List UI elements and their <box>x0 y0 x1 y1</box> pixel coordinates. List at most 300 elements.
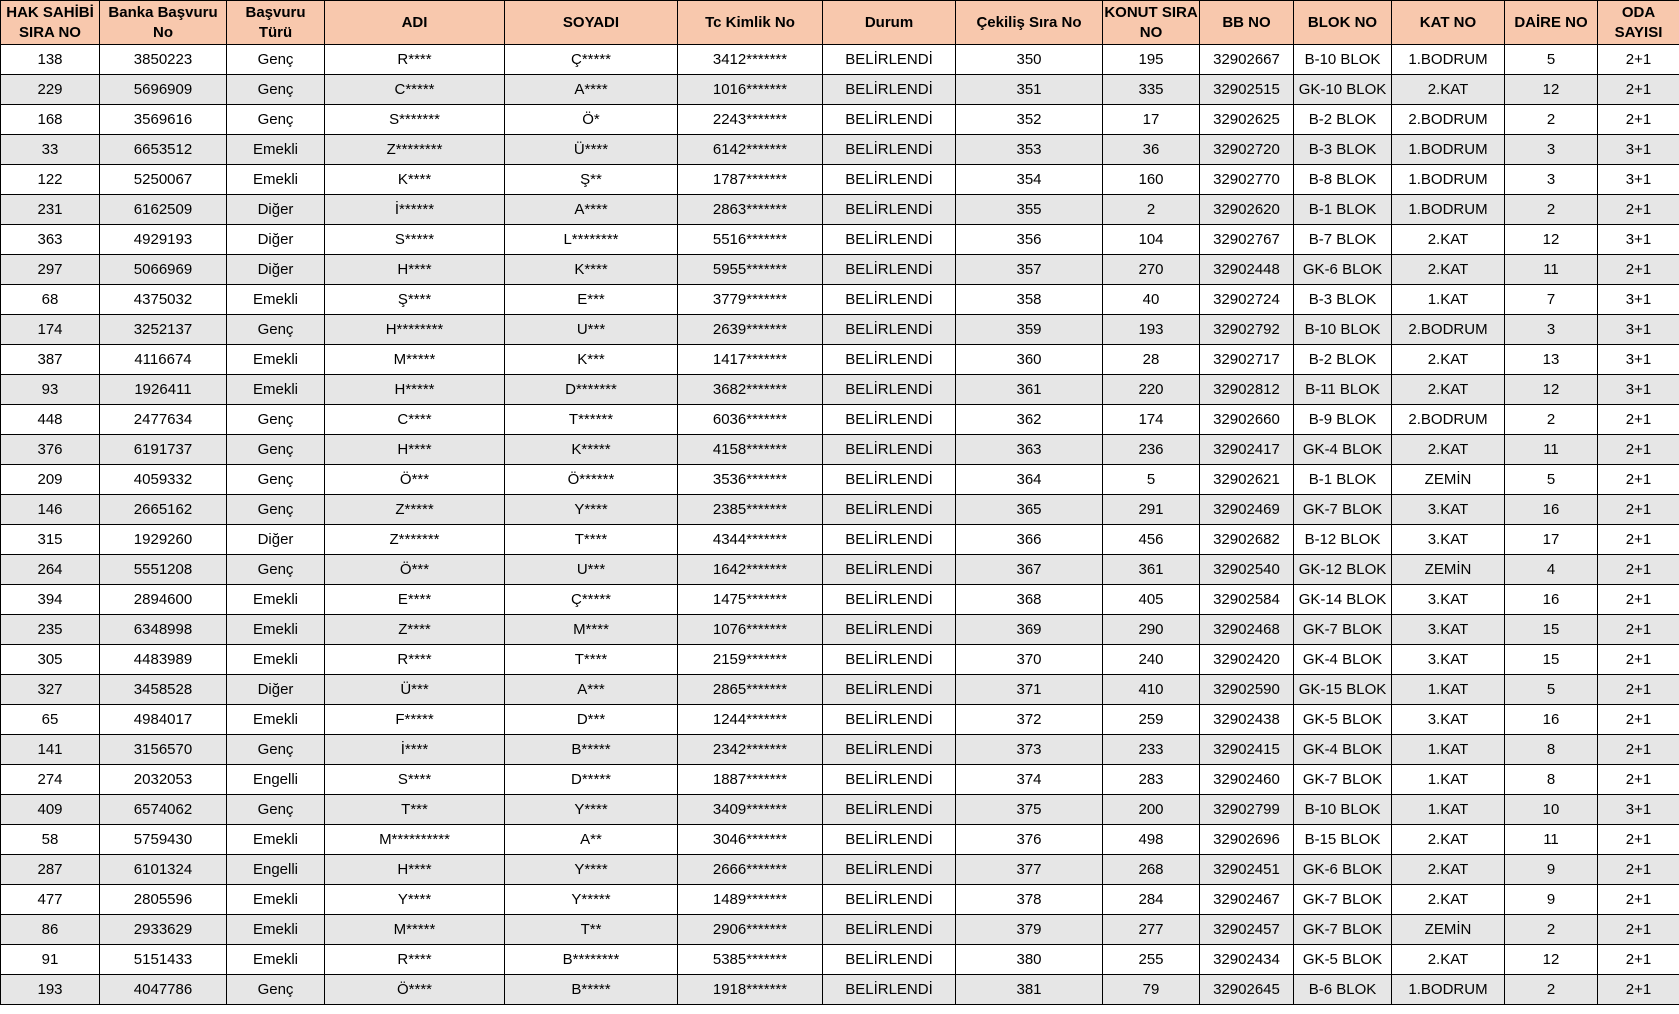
table-cell: 1.KAT <box>1392 285 1505 315</box>
table-cell: 268 <box>1103 855 1200 885</box>
table-cell: B-8 BLOK <box>1294 165 1392 195</box>
table-cell: GK-7 BLOK <box>1294 765 1392 795</box>
table-cell: Genç <box>227 435 325 465</box>
table-cell: H**** <box>325 435 505 465</box>
table-cell: 353 <box>956 135 1103 165</box>
table-cell: 264 <box>1 555 100 585</box>
table-cell: 2+1 <box>1598 495 1679 525</box>
table-cell: 3 <box>1505 165 1598 195</box>
table-cell: Genç <box>227 315 325 345</box>
table-cell: 5250067 <box>100 165 227 195</box>
table-cell: ZEMİN <box>1392 465 1505 495</box>
table-cell: 369 <box>956 615 1103 645</box>
table-cell: 32902799 <box>1200 795 1294 825</box>
table-cell: 32902448 <box>1200 255 1294 285</box>
table-cell: 367 <box>956 555 1103 585</box>
table-cell: L******** <box>505 225 678 255</box>
table-cell: 3+1 <box>1598 285 1679 315</box>
table-cell: 36 <box>1103 135 1200 165</box>
table-row <box>1 555 1679 585</box>
table-cell: BELİRLENDİ <box>823 495 956 525</box>
table-cell: 32902438 <box>1200 705 1294 735</box>
table-cell: 358 <box>956 285 1103 315</box>
table-cell: Emekli <box>227 945 325 975</box>
table-cell: 32902460 <box>1200 765 1294 795</box>
table-cell: Engelli <box>227 855 325 885</box>
table-cell: 5955******* <box>678 255 823 285</box>
table-cell: D******* <box>505 375 678 405</box>
table-cell: R**** <box>325 645 505 675</box>
table-cell: GK-6 BLOK <box>1294 855 1392 885</box>
table-cell: 68 <box>1 285 100 315</box>
table-cell: GK-10 BLOK <box>1294 75 1392 105</box>
table-cell: 11 <box>1505 255 1598 285</box>
table-cell: GK-7 BLOK <box>1294 495 1392 525</box>
table-cell: M**** <box>505 615 678 645</box>
table-cell: Genç <box>227 495 325 525</box>
table-cell: B-1 BLOK <box>1294 195 1392 225</box>
table-cell: Z******** <box>325 135 505 165</box>
table-cell: 3+1 <box>1598 225 1679 255</box>
table-cell: 193 <box>1103 315 1200 345</box>
table-cell: 409 <box>1 795 100 825</box>
table-cell: 15 <box>1505 615 1598 645</box>
table-cell: 3252137 <box>100 315 227 345</box>
table-cell: S**** <box>325 765 505 795</box>
table-cell: A**** <box>505 75 678 105</box>
table-cell: 315 <box>1 525 100 555</box>
table-cell: 2+1 <box>1598 555 1679 585</box>
table-cell: 32902457 <box>1200 915 1294 945</box>
table-cell: 5696909 <box>100 75 227 105</box>
table-cell: 354 <box>956 165 1103 195</box>
table-cell: Z**** <box>325 615 505 645</box>
table-row <box>1 105 1679 135</box>
table-cell: Ü*** <box>325 675 505 705</box>
column-header: DAİRE NO <box>1505 1 1598 45</box>
table-cell: 9 <box>1505 855 1598 885</box>
table-cell: 2+1 <box>1598 75 1679 105</box>
table-cell: Genç <box>227 405 325 435</box>
table-cell: B***** <box>505 975 678 1005</box>
table-cell: 1887******* <box>678 765 823 795</box>
table-cell: GK-14 BLOK <box>1294 585 1392 615</box>
table-cell: 2.KAT <box>1392 345 1505 375</box>
table-cell: 3.KAT <box>1392 585 1505 615</box>
table-cell: Emekli <box>227 345 325 375</box>
table-cell: 274 <box>1 765 100 795</box>
table-cell: 381 <box>956 975 1103 1005</box>
table-cell: 327 <box>1 675 100 705</box>
table-cell: 17 <box>1103 105 1200 135</box>
table-cell: 255 <box>1103 945 1200 975</box>
table-cell: 2.BODRUM <box>1392 405 1505 435</box>
table-cell: Diğer <box>227 255 325 285</box>
table-cell: 17 <box>1505 525 1598 555</box>
table-cell: 372 <box>956 705 1103 735</box>
table-cell: Diğer <box>227 195 325 225</box>
table-cell: 363 <box>1 225 100 255</box>
table-cell: C***** <box>325 75 505 105</box>
table-cell: 32902417 <box>1200 435 1294 465</box>
table-row <box>1 45 1679 75</box>
table-cell: 1.BODRUM <box>1392 165 1505 195</box>
table-cell: 2+1 <box>1598 885 1679 915</box>
table-cell: Diğer <box>227 525 325 555</box>
table-cell: B-10 BLOK <box>1294 795 1392 825</box>
table-cell: 379 <box>956 915 1103 945</box>
table-cell: 2032053 <box>100 765 227 795</box>
column-header: Banka Başvuru No <box>100 1 227 45</box>
table-cell: 2385******* <box>678 495 823 525</box>
table-cell: 3 <box>1505 135 1598 165</box>
table-cell: 3.KAT <box>1392 615 1505 645</box>
table-cell: 1.BODRUM <box>1392 975 1505 1005</box>
table-row <box>1 915 1679 945</box>
table-cell: 360 <box>956 345 1103 375</box>
table-cell: 6348998 <box>100 615 227 645</box>
table-cell: T**** <box>505 525 678 555</box>
table-cell: 231 <box>1 195 100 225</box>
table-cell: BELİRLENDİ <box>823 405 956 435</box>
table-cell: 32902645 <box>1200 975 1294 1005</box>
table-cell: 3+1 <box>1598 795 1679 825</box>
table-cell: 91 <box>1 945 100 975</box>
table-row <box>1 165 1679 195</box>
table-cell: 2863******* <box>678 195 823 225</box>
table-cell: 2.KAT <box>1392 435 1505 465</box>
table-cell: GK-4 BLOK <box>1294 435 1392 465</box>
table-cell: BELİRLENDİ <box>823 945 956 975</box>
table-cell: 2 <box>1505 195 1598 225</box>
table-cell: 5516******* <box>678 225 823 255</box>
table-cell: BELİRLENDİ <box>823 675 956 705</box>
table-cell: 32902724 <box>1200 285 1294 315</box>
table-cell: 259 <box>1103 705 1200 735</box>
table-cell: 373 <box>956 735 1103 765</box>
table-cell: 2159******* <box>678 645 823 675</box>
table-cell: 13 <box>1505 345 1598 375</box>
table-cell: 235 <box>1 615 100 645</box>
table-cell: 2+1 <box>1598 765 1679 795</box>
table-cell: R**** <box>325 45 505 75</box>
table-cell: 3458528 <box>100 675 227 705</box>
table-cell: 2+1 <box>1598 945 1679 975</box>
table-cell: 2+1 <box>1598 45 1679 75</box>
column-header: Durum <box>823 1 956 45</box>
table-cell: Ö* <box>505 105 678 135</box>
table-cell: 498 <box>1103 825 1200 855</box>
table-cell: Y**** <box>505 855 678 885</box>
table-cell: 86 <box>1 915 100 945</box>
table-cell: 104 <box>1103 225 1200 255</box>
table-cell: 2865******* <box>678 675 823 705</box>
table-cell: 362 <box>956 405 1103 435</box>
table-cell: T** <box>505 915 678 945</box>
table-cell: 8 <box>1505 765 1598 795</box>
table-cell: 5 <box>1505 675 1598 705</box>
table-cell: 16 <box>1505 495 1598 525</box>
table-cell: 32902770 <box>1200 165 1294 195</box>
column-header: BLOK NO <box>1294 1 1392 45</box>
table-cell: B-2 BLOK <box>1294 345 1392 375</box>
table-cell: 9 <box>1505 885 1598 915</box>
table-cell: 32902621 <box>1200 465 1294 495</box>
table-cell: Emekli <box>227 285 325 315</box>
table-cell: 2933629 <box>100 915 227 945</box>
table-cell: BELİRLENDİ <box>823 615 956 645</box>
table-cell: ZEMİN <box>1392 915 1505 945</box>
table-cell: BELİRLENDİ <box>823 585 956 615</box>
table-cell: Y***** <box>505 885 678 915</box>
table-cell: 2.KAT <box>1392 825 1505 855</box>
table-cell: 4483989 <box>100 645 227 675</box>
table-cell: Emekli <box>227 585 325 615</box>
table-cell: 8 <box>1505 735 1598 765</box>
table-cell: B-15 BLOK <box>1294 825 1392 855</box>
table-row <box>1 765 1679 795</box>
table-cell: GK-7 BLOK <box>1294 915 1392 945</box>
table-cell: 1929260 <box>100 525 227 555</box>
table-cell: 32902682 <box>1200 525 1294 555</box>
table-cell: 28 <box>1103 345 1200 375</box>
table-cell: 6101324 <box>100 855 227 885</box>
table-cell: 3.KAT <box>1392 705 1505 735</box>
table-cell: 3156570 <box>100 735 227 765</box>
table-cell: 3412******* <box>678 45 823 75</box>
table-cell: D*** <box>505 705 678 735</box>
table-cell: BELİRLENDİ <box>823 195 956 225</box>
table-cell: 2.BODRUM <box>1392 315 1505 345</box>
table-cell: 2 <box>1505 975 1598 1005</box>
table-row <box>1 735 1679 765</box>
table-cell: 3682******* <box>678 375 823 405</box>
table-cell: Y**** <box>505 795 678 825</box>
table-cell: 1076******* <box>678 615 823 645</box>
table-cell: 6191737 <box>100 435 227 465</box>
table-cell: Emekli <box>227 645 325 675</box>
table-cell: 4984017 <box>100 705 227 735</box>
table-cell: 141 <box>1 735 100 765</box>
table-cell: 3569616 <box>100 105 227 135</box>
table-cell: Genç <box>227 465 325 495</box>
table-cell: S***** <box>325 225 505 255</box>
table-cell: 2.KAT <box>1392 885 1505 915</box>
table-cell: 387 <box>1 345 100 375</box>
table-cell: M***** <box>325 345 505 375</box>
table-cell: 4047786 <box>100 975 227 1005</box>
table-cell: B-12 BLOK <box>1294 525 1392 555</box>
table-cell: 32902469 <box>1200 495 1294 525</box>
table-cell: 456 <box>1103 525 1200 555</box>
table-cell: BELİRLENDİ <box>823 555 956 585</box>
column-header: Başvuru Türü <box>227 1 325 45</box>
table-row <box>1 225 1679 255</box>
table-row <box>1 615 1679 645</box>
table-cell: 3.KAT <box>1392 645 1505 675</box>
table-cell: 297 <box>1 255 100 285</box>
table-row <box>1 885 1679 915</box>
table-row <box>1 975 1679 1005</box>
table-row <box>1 945 1679 975</box>
table-cell: T*** <box>325 795 505 825</box>
table-row <box>1 195 1679 225</box>
table-cell: H**** <box>325 855 505 885</box>
table-cell: 351 <box>956 75 1103 105</box>
table-row <box>1 435 1679 465</box>
table-cell: 355 <box>956 195 1103 225</box>
table-cell: Emekli <box>227 375 325 405</box>
table-cell: BELİRLENDİ <box>823 705 956 735</box>
table-cell: 3+1 <box>1598 165 1679 195</box>
table-row <box>1 375 1679 405</box>
table-cell: 174 <box>1 315 100 345</box>
column-header: KONUT SIRA NO <box>1103 1 1200 45</box>
table-row <box>1 315 1679 345</box>
table-cell: GK-15 BLOK <box>1294 675 1392 705</box>
table-cell: 270 <box>1103 255 1200 285</box>
table-cell: 5385******* <box>678 945 823 975</box>
table-row <box>1 825 1679 855</box>
table-row <box>1 795 1679 825</box>
table-cell: 32902812 <box>1200 375 1294 405</box>
table-cell: 2+1 <box>1598 825 1679 855</box>
table-cell: 6574062 <box>100 795 227 825</box>
table-row <box>1 465 1679 495</box>
table-cell: 1475******* <box>678 585 823 615</box>
table-cell: Emekli <box>227 615 325 645</box>
table-cell: BELİRLENDİ <box>823 825 956 855</box>
table-cell: 2+1 <box>1598 615 1679 645</box>
table-cell: GK-5 BLOK <box>1294 945 1392 975</box>
table-cell: 195 <box>1103 45 1200 75</box>
table-cell: ZEMİN <box>1392 555 1505 585</box>
table-cell: 200 <box>1103 795 1200 825</box>
table-cell: 11 <box>1505 825 1598 855</box>
table-cell: 229 <box>1 75 100 105</box>
table-cell: 284 <box>1103 885 1200 915</box>
table-cell: BELİRLENDİ <box>823 225 956 255</box>
table-cell: BELİRLENDİ <box>823 465 956 495</box>
table-cell: BELİRLENDİ <box>823 255 956 285</box>
table-cell: 32902792 <box>1200 315 1294 345</box>
table-cell: GK-7 BLOK <box>1294 615 1392 645</box>
table-cell: 6036******* <box>678 405 823 435</box>
table-cell: GK-5 BLOK <box>1294 705 1392 735</box>
table-cell: Genç <box>227 555 325 585</box>
table-cell: 2243******* <box>678 105 823 135</box>
table-cell: 375 <box>956 795 1103 825</box>
table-cell: 3536******* <box>678 465 823 495</box>
column-header: HAK SAHİBİ SIRA NO <box>1 1 100 45</box>
table-cell: K**** <box>325 165 505 195</box>
column-header: BB NO <box>1200 1 1294 45</box>
table-cell: 32902420 <box>1200 645 1294 675</box>
table-cell: U*** <box>505 555 678 585</box>
table-cell: BELİRLENDİ <box>823 135 956 165</box>
table-cell: 368 <box>956 585 1103 615</box>
table-cell: BELİRLENDİ <box>823 795 956 825</box>
table-cell: BELİRLENDİ <box>823 45 956 75</box>
table-cell: Ü**** <box>505 135 678 165</box>
table-cell: BELİRLENDİ <box>823 765 956 795</box>
column-header: Tc Kimlik No <box>678 1 823 45</box>
table-cell: 377 <box>956 855 1103 885</box>
table-cell: 291 <box>1103 495 1200 525</box>
table-cell: 5759430 <box>100 825 227 855</box>
table-cell: 2 <box>1505 405 1598 435</box>
table-cell: 287 <box>1 855 100 885</box>
table-cell: 2 <box>1505 915 1598 945</box>
table-cell: GK-7 BLOK <box>1294 885 1392 915</box>
table-cell: 2894600 <box>100 585 227 615</box>
table-cell: F***** <box>325 705 505 735</box>
table-cell: T**** <box>505 645 678 675</box>
table-cell: 2+1 <box>1598 675 1679 705</box>
table-cell: T****** <box>505 405 678 435</box>
table-cell: 2+1 <box>1598 735 1679 765</box>
table-cell: 1.BODRUM <box>1392 195 1505 225</box>
table-cell: H**** <box>325 255 505 285</box>
table-cell: K***** <box>505 435 678 465</box>
table-cell: 3+1 <box>1598 345 1679 375</box>
table-cell: Ş**** <box>325 285 505 315</box>
table-cell: H***** <box>325 375 505 405</box>
table-cell: 2805596 <box>100 885 227 915</box>
table-cell: BELİRLENDİ <box>823 165 956 195</box>
table-cell: 5066969 <box>100 255 227 285</box>
table-cell: 352 <box>956 105 1103 135</box>
table-cell: 32902467 <box>1200 885 1294 915</box>
table-cell: 168 <box>1 105 100 135</box>
table-cell: 32902667 <box>1200 45 1294 75</box>
table-cell: B-2 BLOK <box>1294 105 1392 135</box>
table-cell: 1.BODRUM <box>1392 135 1505 165</box>
table-cell: 3.KAT <box>1392 525 1505 555</box>
table-cell: 209 <box>1 465 100 495</box>
table-cell: 335 <box>1103 75 1200 105</box>
table-cell: B-9 BLOK <box>1294 405 1392 435</box>
table-cell: B-3 BLOK <box>1294 285 1392 315</box>
table-cell: Ö*** <box>325 465 505 495</box>
table-cell: 174 <box>1103 405 1200 435</box>
table-cell: B***** <box>505 735 678 765</box>
table-cell: E**** <box>325 585 505 615</box>
table-cell: BELİRLENDİ <box>823 285 956 315</box>
table-cell: 12 <box>1505 945 1598 975</box>
table-cell: 2.KAT <box>1392 255 1505 285</box>
table-cell: 32902515 <box>1200 75 1294 105</box>
table-cell: 364 <box>956 465 1103 495</box>
table-cell: B-7 BLOK <box>1294 225 1392 255</box>
table-cell: K**** <box>505 255 678 285</box>
table-cell: C**** <box>325 405 505 435</box>
table-row <box>1 855 1679 885</box>
table-row <box>1 705 1679 735</box>
table-cell: Engelli <box>227 765 325 795</box>
table-cell: 193 <box>1 975 100 1005</box>
table-cell: 6142******* <box>678 135 823 165</box>
table-cell: 2+1 <box>1598 645 1679 675</box>
table-row <box>1 525 1679 555</box>
table-cell: M***** <box>325 915 505 945</box>
table-cell: B******** <box>505 945 678 975</box>
table-cell: 410 <box>1103 675 1200 705</box>
table-cell: 58 <box>1 825 100 855</box>
table-cell: Genç <box>227 45 325 75</box>
table-cell: 2+1 <box>1598 255 1679 285</box>
table-cell: 2.KAT <box>1392 375 1505 405</box>
